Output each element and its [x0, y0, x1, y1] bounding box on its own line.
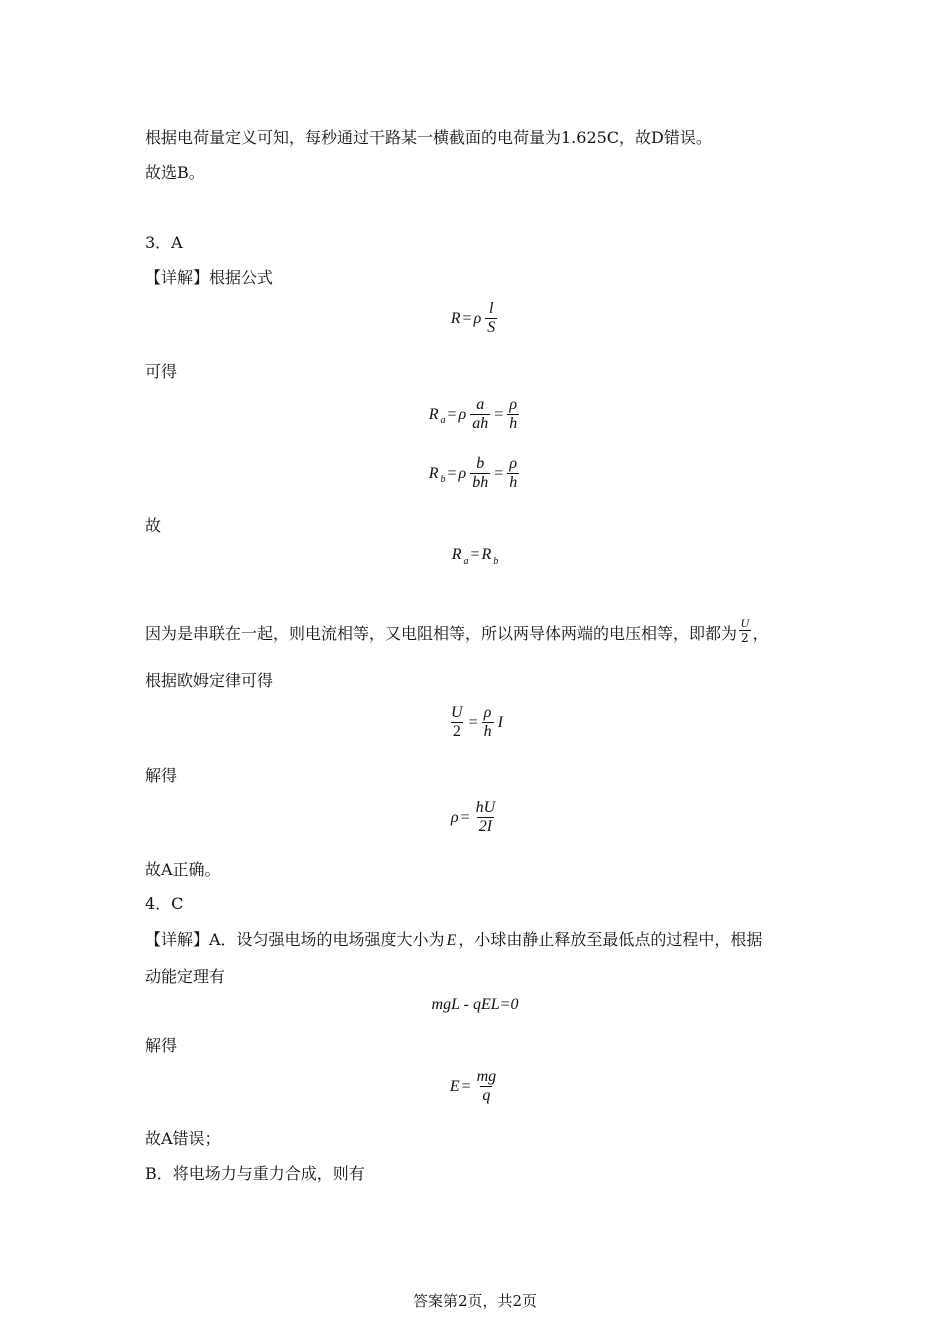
inline-fraction: $\frac{U}{2}$ [740, 616, 750, 645]
equation-3: R b = ρ $\frac{b}{bh}$ = $\frac{\rho}{h}$ [428, 455, 518, 491]
page-footer: 答案第2页，共2页 [412, 1292, 538, 1310]
text-line-7-post: ， [752, 624, 769, 643]
equation-2: R a = ρ $\frac{a}{ah}$ = $\frac{\rho}{h}$ [428, 396, 518, 432]
text-line-10: 故A正确。 [145, 860, 221, 879]
text-line-12 [145, 929, 762, 952]
text-line-7 [145, 616, 769, 649]
text-line-16: B．将电场力与重力合成，则有 [145, 1164, 365, 1183]
text-line-9: 解得 [145, 766, 178, 785]
text-line-detail-3: 【详解】根据公式 [145, 268, 274, 287]
text-line-6: 故 [145, 516, 162, 535]
text-line-2: 故选B。 [145, 163, 205, 182]
equation-6: ρ = $\frac{hU}{2I}$ [450, 799, 496, 835]
text-line-14: 解得 [145, 1036, 178, 1055]
text-line-8: 根据欧姆定律可得 [145, 671, 274, 690]
text-line-15: 故A错误； [145, 1129, 221, 1148]
text-line-1: 根据电荷量定义可知，每秒通过干路某一横截面的电荷量为1.625C，故D错误。 [145, 128, 712, 147]
text-line-12-pre: 【详解】A．设匀强电场的电场强度大小为 [145, 930, 445, 949]
equation-5: $\frac{U}{2}$ = $\frac{\rho}{h}$ I [451, 704, 503, 740]
text-line-12-post: ，小球由静止释放至最低点的过程中，根据 [458, 930, 763, 949]
text-line-7-pre: 因为是串联在一起，则电流相等，又电阻相等，所以两导体两端的电压相等，即都为 [145, 624, 738, 643]
equation-7: mgL - qEL=0 [431, 996, 519, 1013]
equation-4: R a = R b [451, 546, 499, 567]
text-line-13: 动能定理有 [145, 967, 226, 986]
question-3-heading: 3．A [145, 233, 183, 252]
question-4-heading: 4．C [145, 894, 184, 913]
equation-1: R = ρ $\frac{l}{S}$ [450, 300, 496, 336]
text-line-5: 可得 [145, 362, 178, 381]
equation-8: E = $\frac{mg}{q}$ [449, 1068, 497, 1104]
text-line-12-var: E [446, 932, 457, 949]
